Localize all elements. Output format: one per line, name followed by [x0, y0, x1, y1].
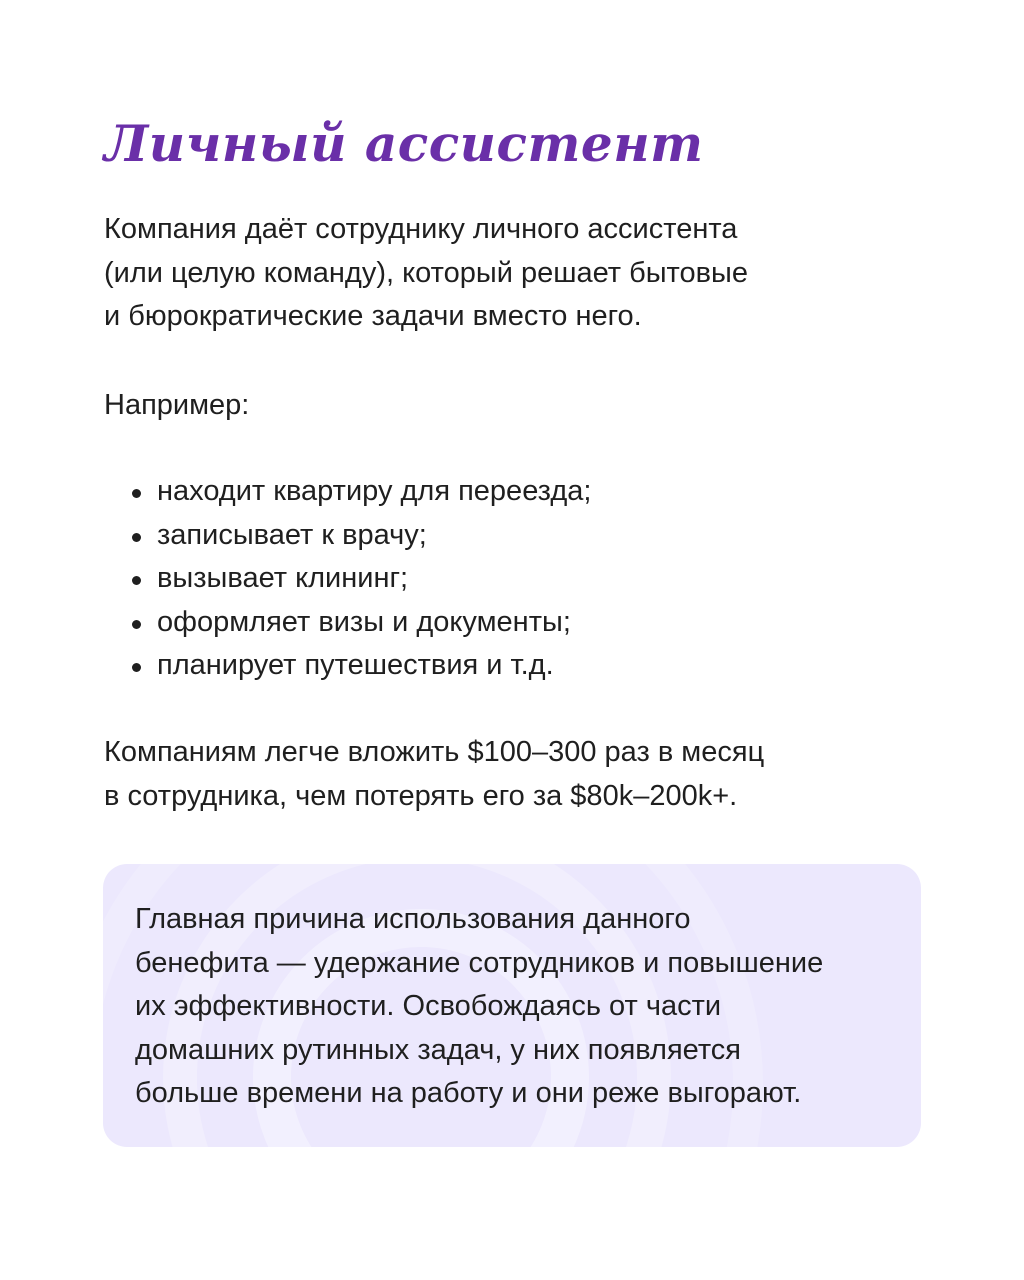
list-item: [104, 601, 591, 645]
page-title: Личный ассистент: [104, 114, 704, 173]
list-item-text: оформляет визы и документы;: [157, 605, 571, 638]
intro-paragraph: Компания даёт сотруднику личного ассистента (или целую команду), который решает бытовые и бюрократические задачи вместо него.: [104, 213, 749, 332]
list-item-text: находит квартиру для переезда;: [157, 475, 592, 507]
bullet-icon: [132, 576, 141, 585]
bullet-icon: [132, 663, 141, 672]
list-item-text: записывает к врачу;: [157, 518, 427, 551]
list-item: [104, 557, 591, 601]
example-label: Например:: [104, 389, 250, 421]
examples-list: [104, 470, 591, 688]
list-item: [104, 644, 591, 688]
conclusion-paragraph: Компаниям легче вложить $100–300 раз в месяц в сотрудника, чем потерять его за $80k–200k+.: [104, 736, 765, 812]
list-item-text: планирует путешествия и т.д.: [157, 649, 554, 681]
bullet-icon: [132, 489, 141, 498]
list-item-text: вызывает клининг;: [157, 562, 409, 594]
bullet-icon: [132, 620, 141, 629]
highlight-note-box: [103, 864, 921, 1147]
list-item: [104, 470, 591, 514]
bullet-icon: [132, 533, 141, 542]
note-text: Главная причина использования данного бенефита — удержание сотрудников и повышение их эффективности. Освобождаясь от части домашних рутинных задач, у них появляется больше времени на работу и они реже выгорают.: [135, 903, 824, 1109]
list-item: [104, 514, 591, 558]
